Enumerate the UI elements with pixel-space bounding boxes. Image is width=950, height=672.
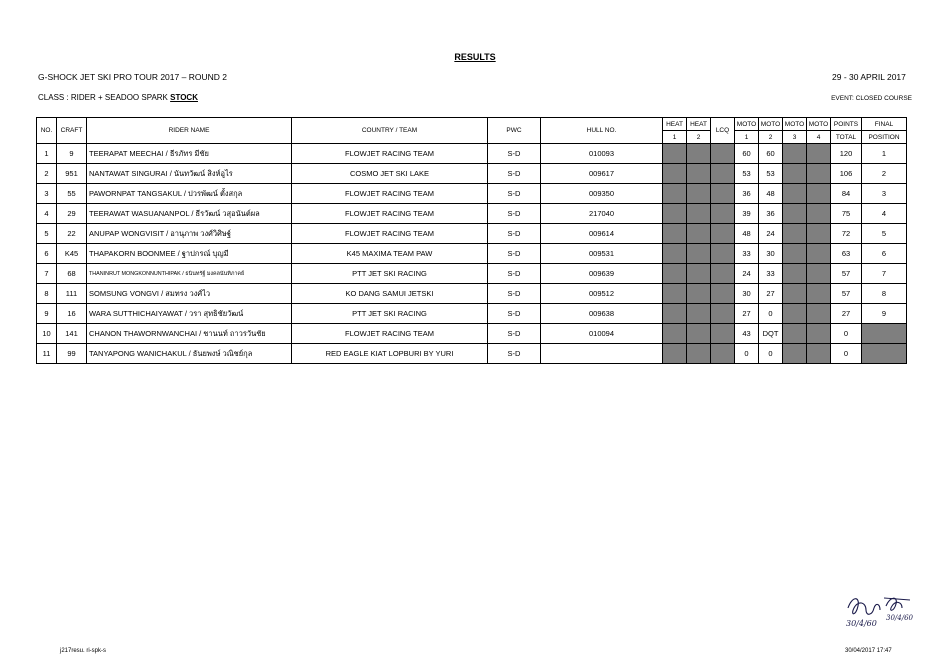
cell-rider: THANINRUT MONGKONNUNTHIPAK / ธนินทรัฐ์ มงคลนันทิภาคย์ xyxy=(87,264,292,284)
col-craft: CRAFT xyxy=(57,118,87,144)
table-row xyxy=(37,304,907,324)
table-row xyxy=(37,224,907,244)
cell-moto1: 33 xyxy=(735,244,759,264)
cell-points-total: 120 xyxy=(831,144,862,164)
col-heat2-num: 2 xyxy=(687,131,711,144)
signature-stroke-1 xyxy=(848,599,880,615)
cell-heat1 xyxy=(663,344,687,364)
col-moto4: MOTO xyxy=(807,118,831,131)
cell-lcq xyxy=(711,344,735,364)
cell-team: KO DANG SAMUI JETSKI xyxy=(292,284,488,304)
col-points: POINTS xyxy=(831,118,862,131)
footer-timestamp: 30/04/2017 17:47 xyxy=(845,648,892,654)
cell-no: 6 xyxy=(37,244,57,264)
cell-final-position: 6 xyxy=(862,244,907,264)
cell-rider: ANUPAP WONGVISIT / อานุภาพ วงศ์วิศิษฐ์ xyxy=(87,224,292,244)
cell-lcq xyxy=(711,324,735,344)
cell-hull: 009639 xyxy=(541,264,663,284)
cell-pwc: S-D xyxy=(488,144,541,164)
cell-hull: 009531 xyxy=(541,244,663,264)
cell-lcq xyxy=(711,164,735,184)
cell-team: PTT JET SKI RACING xyxy=(292,264,488,284)
class-label xyxy=(38,93,198,102)
col-hull: HULL NO. xyxy=(541,118,663,144)
cell-moto2: 48 xyxy=(759,184,783,204)
cell-points-total: 84 xyxy=(831,184,862,204)
signature-date-1: 30/4/60 xyxy=(846,619,877,628)
cell-moto2: 33 xyxy=(759,264,783,284)
signature-date-2: 30/4/60 xyxy=(886,614,913,622)
col-moto2-num: 2 xyxy=(759,131,783,144)
cell-lcq xyxy=(711,184,735,204)
cell-heat1 xyxy=(663,144,687,164)
cell-lcq xyxy=(711,244,735,264)
cell-craft: 951 xyxy=(57,164,87,184)
class-prefix: CLASS : RIDER + SEADOO SPARK xyxy=(38,93,168,102)
cell-moto3 xyxy=(783,184,807,204)
cell-heat1 xyxy=(663,264,687,284)
cell-moto1: 24 xyxy=(735,264,759,284)
cell-moto1: 60 xyxy=(735,144,759,164)
cell-moto2: 27 xyxy=(759,284,783,304)
cell-moto4 xyxy=(807,204,831,224)
event-date: 29 - 30 APRIL 2017 xyxy=(832,72,906,82)
table-row xyxy=(37,284,907,304)
col-moto4-num: 4 xyxy=(807,131,831,144)
cell-final-position: 4 xyxy=(862,204,907,224)
cell-pwc: S-D xyxy=(488,224,541,244)
cell-no: 11 xyxy=(37,344,57,364)
table-row xyxy=(37,244,907,264)
cell-points-total: 27 xyxy=(831,304,862,324)
cell-hull: 009617 xyxy=(541,164,663,184)
cell-final-position: 5 xyxy=(862,224,907,244)
col-lcq: LCQ xyxy=(711,118,735,144)
cell-final-position xyxy=(862,324,907,344)
cell-heat2 xyxy=(687,264,711,284)
cell-team: FLOWJET RACING TEAM xyxy=(292,184,488,204)
cell-lcq xyxy=(711,284,735,304)
cell-heat2 xyxy=(687,324,711,344)
class-suffix: STOCK xyxy=(170,93,198,102)
cell-final-position: 2 xyxy=(862,164,907,184)
cell-moto3 xyxy=(783,144,807,164)
table-row xyxy=(37,264,907,284)
cell-heat1 xyxy=(663,304,687,324)
cell-moto2: 30 xyxy=(759,244,783,264)
cell-team: COSMO JET SKI LAKE xyxy=(292,164,488,184)
signature-stroke-2 xyxy=(886,598,902,610)
col-moto1: MOTO xyxy=(735,118,759,131)
cell-no: 2 xyxy=(37,164,57,184)
cell-final-position: 3 xyxy=(862,184,907,204)
cell-lcq xyxy=(711,304,735,324)
cell-moto3 xyxy=(783,264,807,284)
cell-heat2 xyxy=(687,204,711,224)
cell-craft: 16 xyxy=(57,304,87,324)
cell-moto4 xyxy=(807,264,831,284)
cell-final-position: 1 xyxy=(862,144,907,164)
cell-no: 4 xyxy=(37,204,57,224)
cell-points-total: 63 xyxy=(831,244,862,264)
cell-moto1: 48 xyxy=(735,224,759,244)
cell-moto2: DQT xyxy=(759,324,783,344)
cell-heat2 xyxy=(687,244,711,264)
event-name: G-SHOCK JET SKI PRO TOUR 2017 – ROUND 2 xyxy=(38,72,227,82)
cell-rider: NANTAWAT SINGURAI / นันทวัฒน์ สิงห์อูไร xyxy=(87,164,292,184)
cell-rider: THAPAKORN BOONMEE / ฐาปกรณ์ บุญมี xyxy=(87,244,292,264)
cell-no: 1 xyxy=(37,144,57,164)
cell-lcq xyxy=(711,264,735,284)
cell-points-total: 0 xyxy=(831,344,862,364)
cell-moto3 xyxy=(783,344,807,364)
cell-no: 10 xyxy=(37,324,57,344)
col-moto2: MOTO xyxy=(759,118,783,131)
cell-pwc: S-D xyxy=(488,324,541,344)
signature-stroke-3 xyxy=(884,598,910,600)
footer-file-code: j217resu. ri-spk-s xyxy=(60,648,107,654)
signature xyxy=(840,590,920,634)
cell-hull: 010093 xyxy=(541,144,663,164)
col-heat1-num: 1 xyxy=(663,131,687,144)
cell-craft: 22 xyxy=(57,224,87,244)
col-final: FINAL xyxy=(862,118,907,131)
cell-moto1: 53 xyxy=(735,164,759,184)
cell-moto1: 36 xyxy=(735,184,759,204)
col-moto1-num: 1 xyxy=(735,131,759,144)
table-row xyxy=(37,344,907,364)
cell-heat1 xyxy=(663,184,687,204)
cell-heat2 xyxy=(687,184,711,204)
cell-craft: 111 xyxy=(57,284,87,304)
cell-moto3 xyxy=(783,304,807,324)
cell-rider: PAWORNPAT TANGSAKUL / ปวรพัฒน์ ตั้งสกุล xyxy=(87,184,292,204)
cell-points-total: 75 xyxy=(831,204,862,224)
cell-no: 8 xyxy=(37,284,57,304)
cell-team: RED EAGLE KIAT LOPBURI BY YURI xyxy=(292,344,488,364)
cell-no: 9 xyxy=(37,304,57,324)
table-row xyxy=(37,144,907,164)
cell-moto4 xyxy=(807,284,831,304)
page-title: RESULTS xyxy=(454,52,496,62)
cell-points-total: 106 xyxy=(831,164,862,184)
col-final-position: POSITION xyxy=(862,131,907,144)
cell-craft: 141 xyxy=(57,324,87,344)
cell-moto4 xyxy=(807,184,831,204)
cell-hull xyxy=(541,344,663,364)
cell-heat1 xyxy=(663,324,687,344)
cell-team: PTT JET SKI RACING xyxy=(292,304,488,324)
col-rider: RIDER NAME xyxy=(87,118,292,144)
table-row xyxy=(37,184,907,204)
event-course: EVENT: CLOSED COURSE xyxy=(831,95,912,102)
cell-rider: TANYAPONG WANICHAKUL / ธันยพงษ์ วณิชย์กุล xyxy=(87,344,292,364)
cell-hull: 009512 xyxy=(541,284,663,304)
cell-heat1 xyxy=(663,164,687,184)
cell-moto3 xyxy=(783,204,807,224)
cell-pwc: S-D xyxy=(488,164,541,184)
cell-heat1 xyxy=(663,284,687,304)
cell-no: 7 xyxy=(37,264,57,284)
cell-lcq xyxy=(711,144,735,164)
cell-rider: TEERAPAT MEECHAI / ธีรภัทร มีชัย xyxy=(87,144,292,164)
cell-points-total: 72 xyxy=(831,224,862,244)
col-country: COUNTRY / TEAM xyxy=(292,118,488,144)
cell-moto1: 43 xyxy=(735,324,759,344)
col-moto3: MOTO xyxy=(783,118,807,131)
cell-heat1 xyxy=(663,204,687,224)
cell-moto1: 39 xyxy=(735,204,759,224)
col-moto3-num: 3 xyxy=(783,131,807,144)
cell-final-position: 7 xyxy=(862,264,907,284)
cell-moto3 xyxy=(783,244,807,264)
cell-no: 5 xyxy=(37,224,57,244)
cell-points-total: 57 xyxy=(831,264,862,284)
cell-moto2: 60 xyxy=(759,144,783,164)
cell-rider: CHANON THAWORNWANCHAI / ชานนท์ ถาวรวันชัย xyxy=(87,324,292,344)
cell-moto4 xyxy=(807,164,831,184)
cell-moto2: 0 xyxy=(759,304,783,324)
cell-final-position: 8 xyxy=(862,284,907,304)
cell-heat1 xyxy=(663,224,687,244)
cell-craft: 29 xyxy=(57,204,87,224)
cell-moto3 xyxy=(783,224,807,244)
col-heat1: HEAT xyxy=(663,118,687,131)
cell-moto4 xyxy=(807,224,831,244)
cell-moto2: 53 xyxy=(759,164,783,184)
table-row xyxy=(37,204,907,224)
col-points-total: TOTAL xyxy=(831,131,862,144)
cell-final-position xyxy=(862,344,907,364)
cell-pwc: S-D xyxy=(488,264,541,284)
results-table xyxy=(36,117,907,364)
cell-pwc: S-D xyxy=(488,244,541,264)
table-row xyxy=(37,324,907,344)
cell-heat2 xyxy=(687,344,711,364)
cell-moto4 xyxy=(807,244,831,264)
cell-lcq xyxy=(711,204,735,224)
cell-moto2: 0 xyxy=(759,344,783,364)
cell-craft: 55 xyxy=(57,184,87,204)
cell-moto1: 0 xyxy=(735,344,759,364)
cell-heat2 xyxy=(687,284,711,304)
cell-final-position: 9 xyxy=(862,304,907,324)
cell-heat2 xyxy=(687,224,711,244)
cell-points-total: 0 xyxy=(831,324,862,344)
cell-hull: 010094 xyxy=(541,324,663,344)
cell-heat2 xyxy=(687,144,711,164)
cell-hull: 009614 xyxy=(541,224,663,244)
cell-rider: SOMSUNG VONGVI / สมทรง วงศ์ไว xyxy=(87,284,292,304)
cell-moto1: 30 xyxy=(735,284,759,304)
cell-points-total: 57 xyxy=(831,284,862,304)
col-no: NO. xyxy=(37,118,57,144)
cell-lcq xyxy=(711,224,735,244)
cell-moto2: 36 xyxy=(759,204,783,224)
cell-moto4 xyxy=(807,324,831,344)
cell-pwc: S-D xyxy=(488,184,541,204)
cell-team: FLOWJET RACING TEAM xyxy=(292,224,488,244)
cell-team: FLOWJET RACING TEAM xyxy=(292,144,488,164)
cell-team: FLOWJET RACING TEAM xyxy=(292,324,488,344)
col-heat2: HEAT xyxy=(687,118,711,131)
cell-moto3 xyxy=(783,324,807,344)
cell-pwc: S-D xyxy=(488,284,541,304)
cell-team: FLOWJET RACING TEAM xyxy=(292,204,488,224)
cell-moto3 xyxy=(783,284,807,304)
results-body xyxy=(37,144,907,364)
cell-craft: 99 xyxy=(57,344,87,364)
cell-heat1 xyxy=(663,244,687,264)
cell-moto4 xyxy=(807,144,831,164)
cell-pwc: S-D xyxy=(488,204,541,224)
cell-pwc: S-D xyxy=(488,304,541,324)
cell-craft: K45 xyxy=(57,244,87,264)
cell-heat2 xyxy=(687,164,711,184)
cell-no: 3 xyxy=(37,184,57,204)
cell-moto3 xyxy=(783,164,807,184)
cell-moto4 xyxy=(807,304,831,324)
cell-hull: 009350 xyxy=(541,184,663,204)
cell-moto4 xyxy=(807,344,831,364)
cell-rider: WARA SUTTHICHAIYAWAT / วรา สุทธิชัยวัฒน์ xyxy=(87,304,292,324)
table-row xyxy=(37,164,907,184)
cell-team: K45 MAXIMA TEAM PAW xyxy=(292,244,488,264)
cell-craft: 68 xyxy=(57,264,87,284)
col-pwc: PWC xyxy=(488,118,541,144)
cell-hull: 217040 xyxy=(541,204,663,224)
cell-moto1: 27 xyxy=(735,304,759,324)
cell-heat2 xyxy=(687,304,711,324)
cell-pwc: S-D xyxy=(488,344,541,364)
cell-hull: 009638 xyxy=(541,304,663,324)
cell-craft: 9 xyxy=(57,144,87,164)
cell-moto2: 24 xyxy=(759,224,783,244)
cell-rider: TEERAWAT WASUANANPOL / ธีรวัฒน์ วสุอนันต์ผล xyxy=(87,204,292,224)
